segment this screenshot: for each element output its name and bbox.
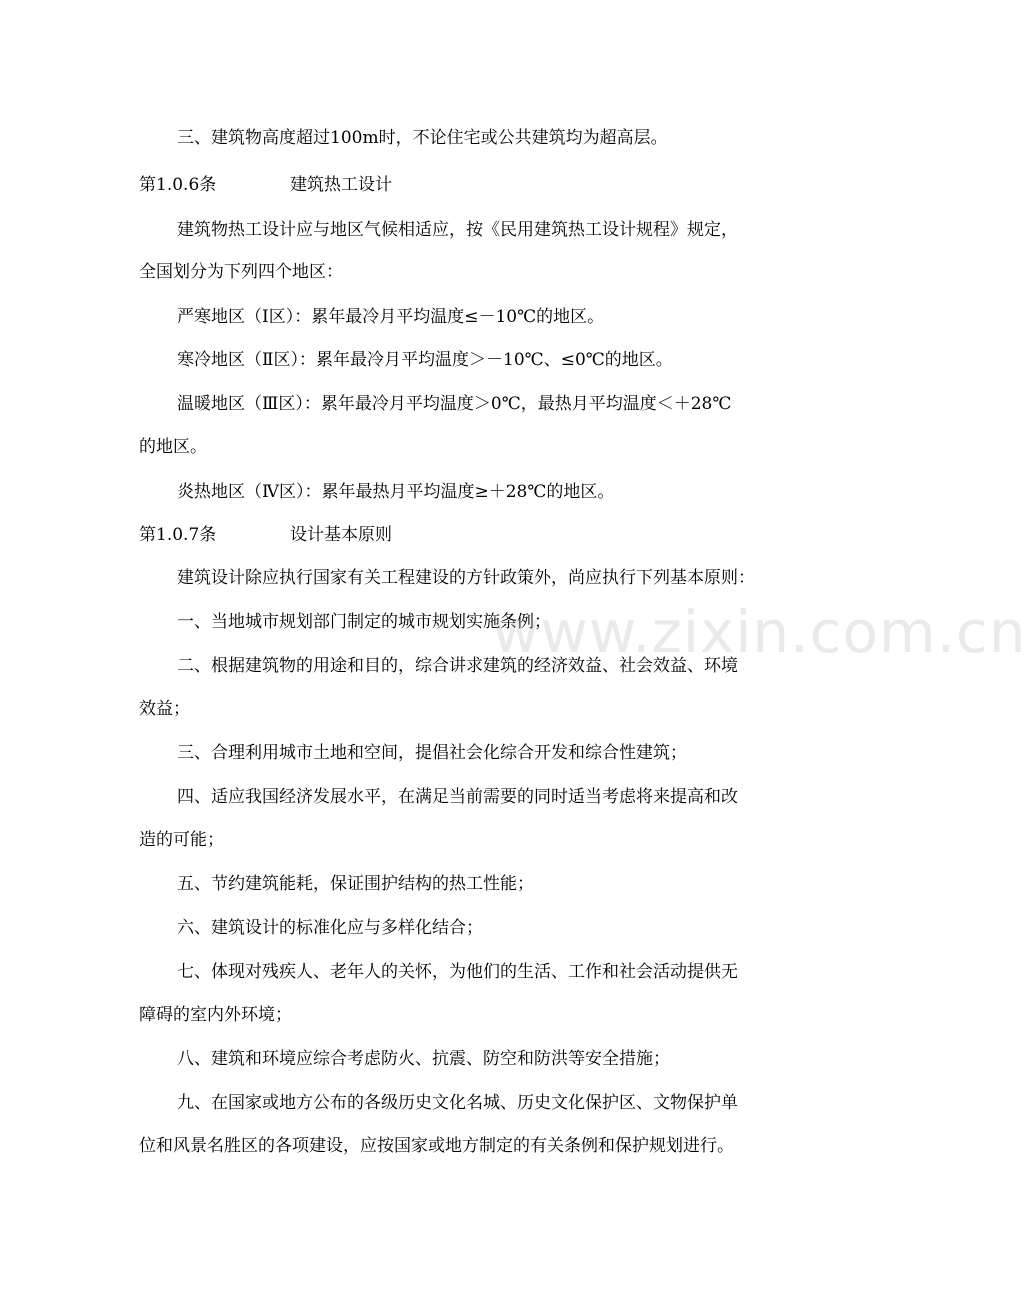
paragraph-line: 九、在国家或地方公布的各级历史文化名城、历史文化保护区、文物保护单 xyxy=(177,1093,738,1113)
paragraph-line: 六、建筑设计的标准化应与多样化结合； xyxy=(177,918,483,938)
article-title: 设计基本原则 xyxy=(290,525,392,545)
paragraph-line: 障碍的室内外环境； xyxy=(139,1005,292,1025)
article-heading xyxy=(0,524,920,546)
paragraph-line: 建筑物热工设计应与地区气候相适应，按《民用建筑热工设计规程》规定， xyxy=(177,220,738,240)
paragraph-line: 的地区。 xyxy=(139,437,207,457)
paragraph-line: 二、根据建筑物的用途和目的，综合讲求建筑的经济效益、社会效益、环境 xyxy=(177,656,738,676)
paragraph-line: 三、合理利用城市土地和空间，提倡社会化综合开发和综合性建筑； xyxy=(177,743,687,763)
paragraph-line: 四、适应我国经济发展水平，在满足当前需要的同时适当考虑将来提高和改 xyxy=(177,787,738,807)
paragraph-line: 全国划分为下列四个地区： xyxy=(139,262,343,282)
paragraph-line: 八、建筑和环境应综合考虑防火、抗震、防空和防洪等安全措施； xyxy=(177,1049,670,1069)
watermark: www.zixin.com.cn xyxy=(492,598,1027,666)
paragraph-line: 造的可能； xyxy=(139,830,224,850)
paragraph-line: 五、节约建筑能耗，保证围护结构的热工性能； xyxy=(177,874,534,894)
article-number: 第1.0.6条 xyxy=(139,175,217,195)
paragraph-line: 温暖地区（Ⅲ区）：累年最冷月平均温度＞0℃，最热月平均温度＜＋28℃ xyxy=(177,394,732,414)
paragraph-line: 七、体现对残疾人、老年人的关怀，为他们的生活、工作和社会活动提供无 xyxy=(177,962,738,982)
paragraph-line: 位和风景名胜区的各项建设，应按国家或地方制定的有关条例和保护规划进行。 xyxy=(139,1136,734,1156)
article-title: 建筑热工设计 xyxy=(290,175,392,195)
paragraph-line: 炎热地区（Ⅳ区）：累年最热月平均温度≥＋28℃的地区。 xyxy=(177,482,615,502)
paragraph-line: 寒冷地区（Ⅱ区）：累年最冷月平均温度＞－10℃、≤0℃的地区。 xyxy=(177,350,673,370)
paragraph-line: 三、建筑物高度超过100m时，不论住宅或公共建筑均为超高层。 xyxy=(177,128,668,148)
paragraph-line: 建筑设计除应执行国家有关工程建设的方针政策外，尚应执行下列基本原则： xyxy=(177,568,755,588)
article-number: 第1.0.7条 xyxy=(139,525,217,545)
paragraph-line: 效益； xyxy=(139,699,190,719)
paragraph-line: 一、当地城市规划部门制定的城市规划实施条例； xyxy=(177,612,551,632)
article-heading xyxy=(0,174,920,196)
paragraph-line: 严寒地区（Ⅰ区）：累年最冷月平均温度≤－10℃的地区。 xyxy=(177,307,605,327)
